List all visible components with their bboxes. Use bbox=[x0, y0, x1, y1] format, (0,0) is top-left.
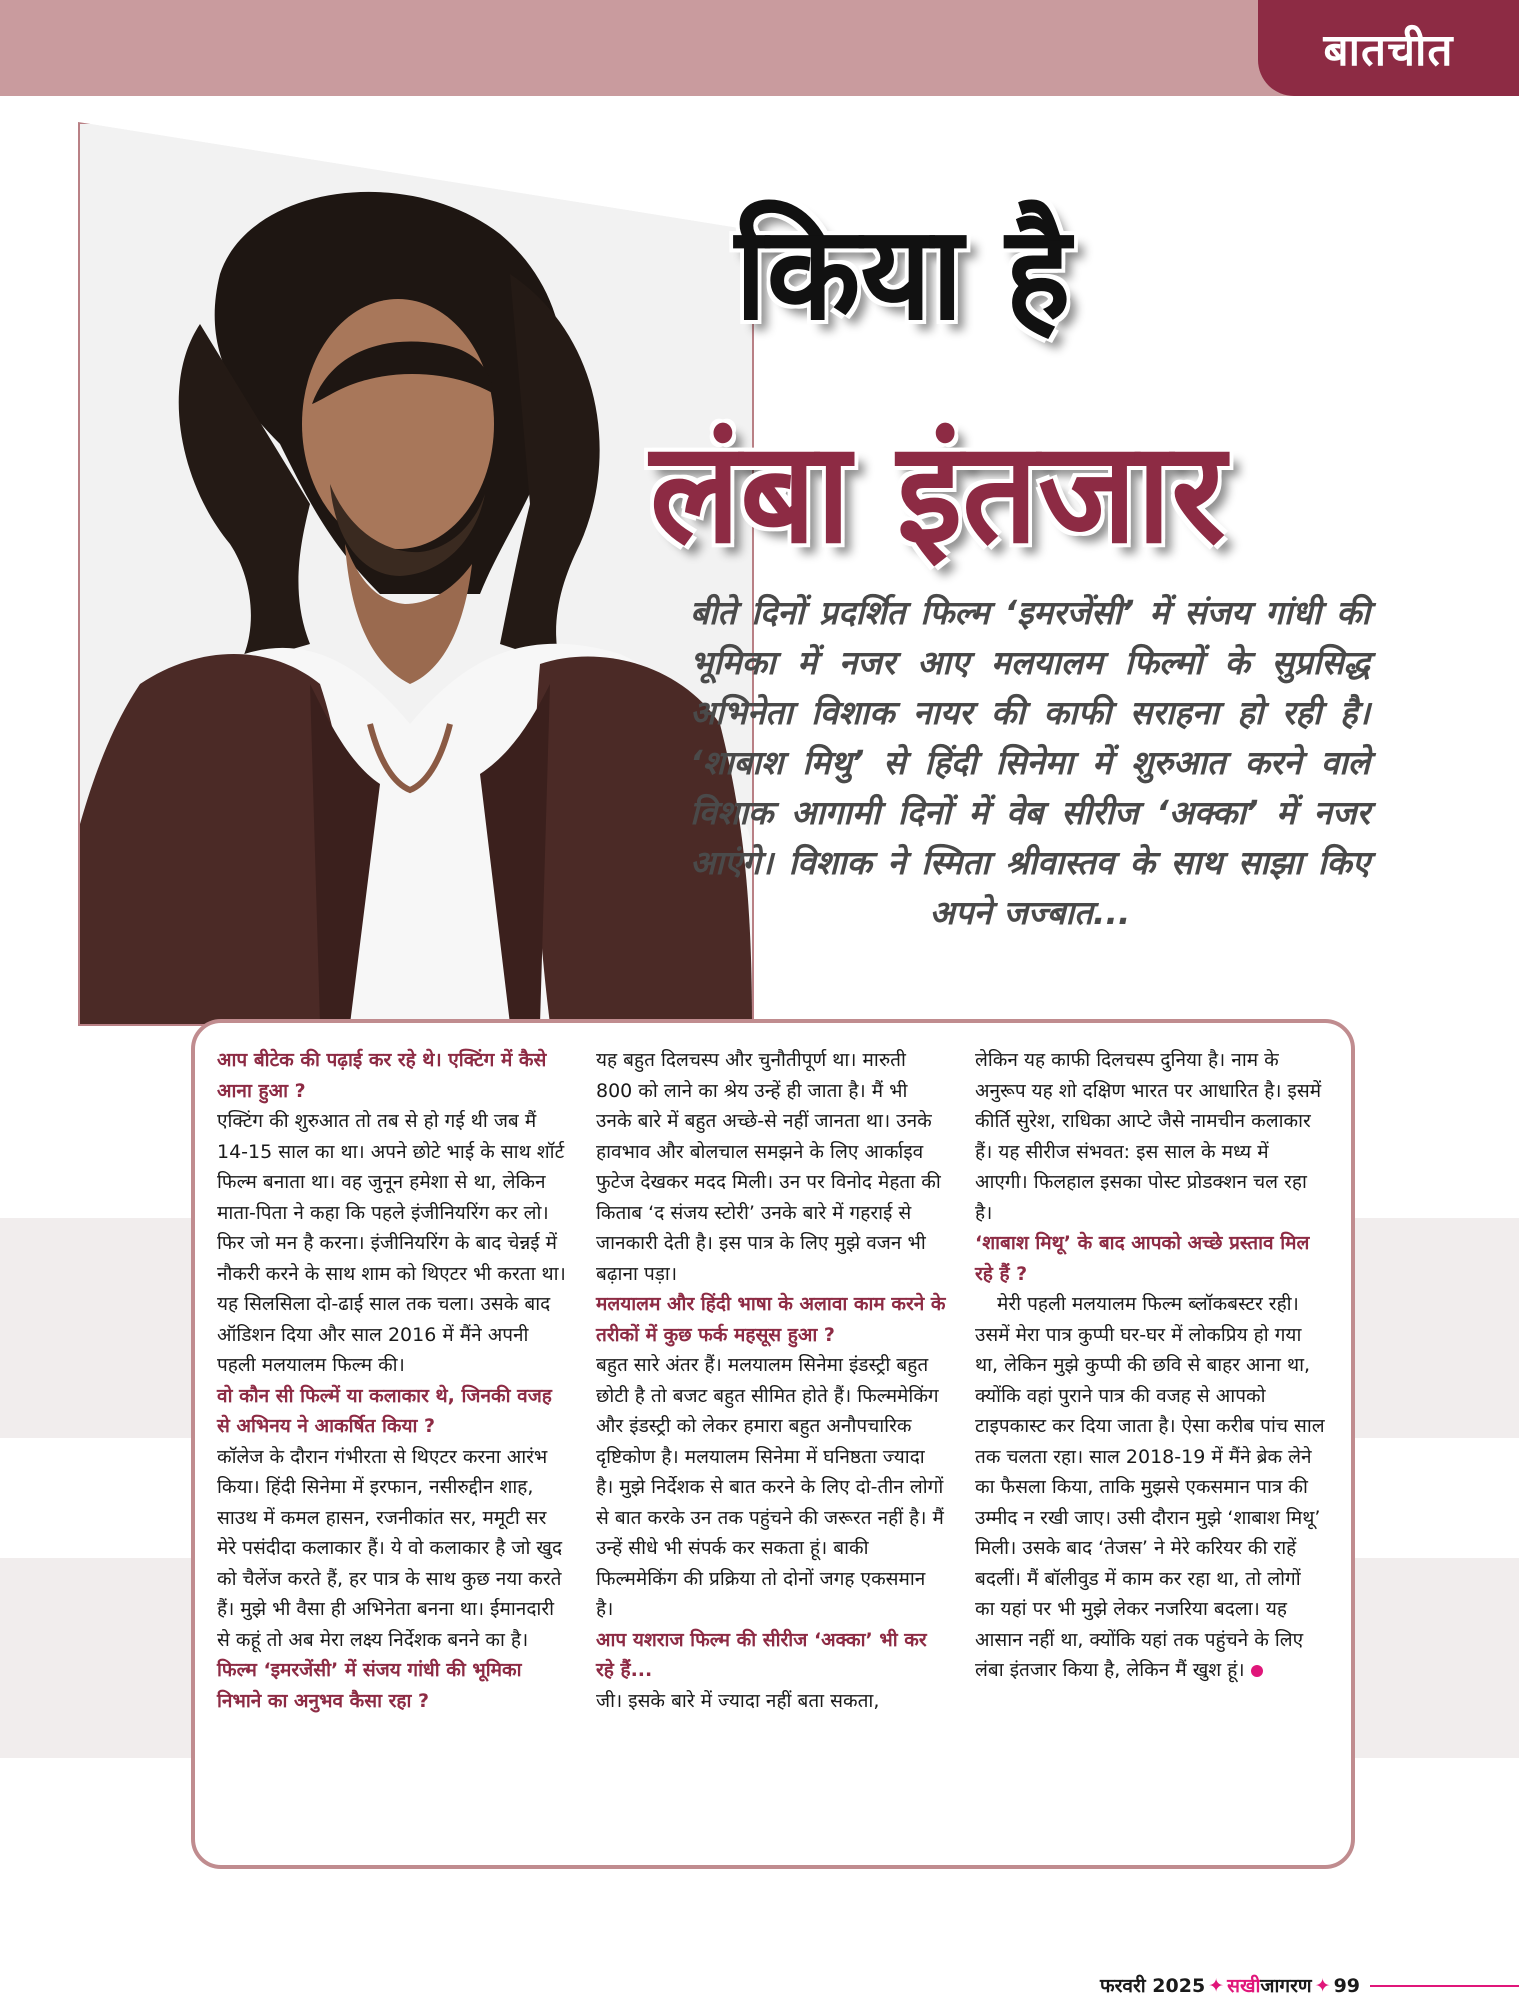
question-4: मलयालम और हिंदी भाषा के अलावा काम करने के तरीकों में कुछ फर्क महसूस हुआ ? bbox=[596, 1293, 946, 1346]
question-2: वो कौन सी फिल्में या कलाकार थे, जिनकी वजह से अभिनय ने आकर्षित किया ? bbox=[217, 1384, 552, 1437]
answer-5-part-2: लेकिन यह काफी दिलचस्प दुनिया है। नाम के अनुरूप यह शो दक्षिण भारत पर आधारित है। इसमें कीर्ति सुरेश, राधिका आप्टे जैसे नामचीन कलाकार हैं। यह सीरीज संभवत: इस साल के मध्य में आएगी। फिलहाल इसका पोस्ट प्रोडक्शन चल रहा है। bbox=[975, 1049, 1322, 1224]
answer-3: यह बहुत दिलचस्प और चुनौतीपूर्ण था। मारुती 800 को लाने का श्रेय उन्हें ही जाता है। मैं भी उनके बारे में बहुत अच्छे-से नहीं जानता था। उनके हावभाव और बोलचाल समझने के लिए आर्काइव फुटेज देखकर मदद मिली। उन पर विनोद मेहता की किताब ‘द संजय स्टोरी’ उनके बारे में गहराई से जानकारी देती है। इस पात्र के लिए मुझे वजन भी बढ़ाना पड़ा। bbox=[596, 1049, 941, 1285]
end-mark-icon bbox=[1251, 1665, 1263, 1677]
question-6: ‘शाबाश मिथू’ के बाद आपको अच्छे प्रस्ताव मिल रहे हैं ? bbox=[975, 1232, 1310, 1285]
star-icon: ✦ bbox=[1208, 1975, 1225, 1997]
answer-6-text: मेरी पहली मलयालम फिल्म ब्लॉकबस्टर रही। उसमें मेरा पात्र कुप्पी घर-घर में लोकप्रिय हो गया था, लेकिन मुझे कुप्पी की छवि से बाहर आना था, क्योंकि वहां पुराने पात्र की वजह से आपको टाइपकास्ट कर दिया जाता है। ऐसा करीब पांच साल तक चलता रहा। साल 2018-19 में मैंने ब्रेक लेने का फैसला किया, ताकि मुझसे एकसमान पात्र की उम्मीद न रखी जाए। उसी दौरान मुझे ‘शाबाश मिथू’ मिली। उसके बाद ‘तेजस’ ने मेरे करियर की राहें बदलीं। मैं बॉलीवुड में काम कर रहा था, तो लोगों का यहां पर भी मुझे लेकर नजरिया बदला। यह आसान नहीं था, क्योंकि यहां तक पहुंचने के लिए लंबा इंतजार किया है, लेकिन मैं खुश हूं। bbox=[975, 1293, 1325, 1681]
headline-line-2: लंबा इंतजार bbox=[650, 412, 1226, 575]
footer-brand-2: जागरण bbox=[1260, 1975, 1312, 1997]
article-column-3 bbox=[975, 1045, 1325, 1686]
intro-paragraph: बीते दिनों प्रदर्शित फिल्म ‘इमरजेंसी’ में संजय गांधी की भूमिका में नजर आए मलयालम फिल्मों के सुप्रसिद्ध अभिनेता विशाक नायर की काफी सराहना हो रही है। ‘शाबाश मिथु’ से हिंदी सिनेमा में शुरुआत करने वाले विशाक आगामी दिनों में वेब सीरीज ‘अक्का’ में नजर आएंगे। विशाक ने स्मिता श्रीवास्तव के साथ साझा किए अपने जज्बात... bbox=[690, 593, 1370, 932]
question-1: आप बीटेक की पढ़ाई कर रहे थे। एक्टिंग में कैसे आना हुआ ? bbox=[217, 1049, 547, 1102]
page-footer bbox=[1100, 1972, 1360, 1998]
section-tab bbox=[1258, 0, 1519, 96]
section-label: बातचीत bbox=[1323, 25, 1454, 76]
star-icon-2: ✦ bbox=[1314, 1975, 1331, 1997]
article-column-2 bbox=[596, 1045, 946, 1716]
footer-brand: सखी bbox=[1227, 1975, 1261, 1997]
question-5: आप यशराज फिल्म की सीरीज ‘अक्का’ भी कर रहे हैं... bbox=[596, 1628, 927, 1681]
answer-5-part-1: जी। इसके बारे में ज्यादा नहीं बता सकता, bbox=[596, 1689, 880, 1712]
headline-line-1: किया है bbox=[735, 197, 1071, 349]
page-number: 99 bbox=[1333, 1975, 1361, 1997]
footer-month: फरवरी 2025 bbox=[1100, 1975, 1206, 1997]
question-3: फिल्म ‘इमरजेंसी’ में संजय गांधी की भूमिका निभाने का अनुभव कैसा रहा ? bbox=[217, 1659, 522, 1712]
article-column-1 bbox=[217, 1045, 567, 1716]
answer-6 bbox=[975, 1289, 1325, 1686]
footer-rule bbox=[1370, 1985, 1519, 1987]
answer-2: कॉलेज के दौरान गंभीरता से थिएटर करना आरंभ किया। हिंदी सिनेमा में इरफान, नसीरुद्दीन शाह, साउथ में कमल हासन, रजनीकांत सर, ममूटी सर मेरे पसंदीदा कलाकार हैं। ये वो कलाकार है जो खुद को चैलेंज करते हैं, हर पात्र के साथ कुछ नया करते हैं। मुझे भी वैसा ही अभिनेता बनना था। ईमानदारी से कहूं तो अब मेरा लक्ष्य निर्देशक बनने का है। bbox=[217, 1445, 563, 1651]
answer-1: एक्टिंग की शुरुआत तो तब से हो गई थी जब मैं 14-15 साल का था। अपने छोटे भाई के साथ शॉर्ट फिल्म बनाता था। वह जुनून हमेशा से था, लेकिन माता-पिता ने कहा कि पहले इंजीनियरिंग कर लो। फिर जो मन है करना। इंजीनियरिंग के बाद चेन्नई में नौकरी करने के साथ शाम को थिएटर भी करता था। यह सिलसिला दो-ढाई साल तक चला। उसके बाद ऑडिशन दिया और साल 2016 में मैंने अपनी पहली मलयालम फिल्म की। bbox=[217, 1110, 566, 1376]
answer-4: बहुत सारे अंतर हैं। मलयालम सिनेमा इंडस्ट्री बहुत छोटी है तो बजट बहुत सीमित होते हैं। फिल्ममेकिंग और इंडस्ट्री को लेकर हमारा बहुत अनौपचारिक दृष्टिकोण है। मलयालम सिनेमा में घनिष्ठता ज्यादा है। मुझे निर्देशक से बात करने के लिए दो-तीन लोगों से बात करके उन तक पहुंचने की जरूरत नहीं है। मैं उन्हें सीधे भी संपर्क कर सकता हूं। बाकी फिल्ममेकिंग की प्रक्रिया तो दोनों जगह एकसमान है। bbox=[596, 1354, 944, 1620]
